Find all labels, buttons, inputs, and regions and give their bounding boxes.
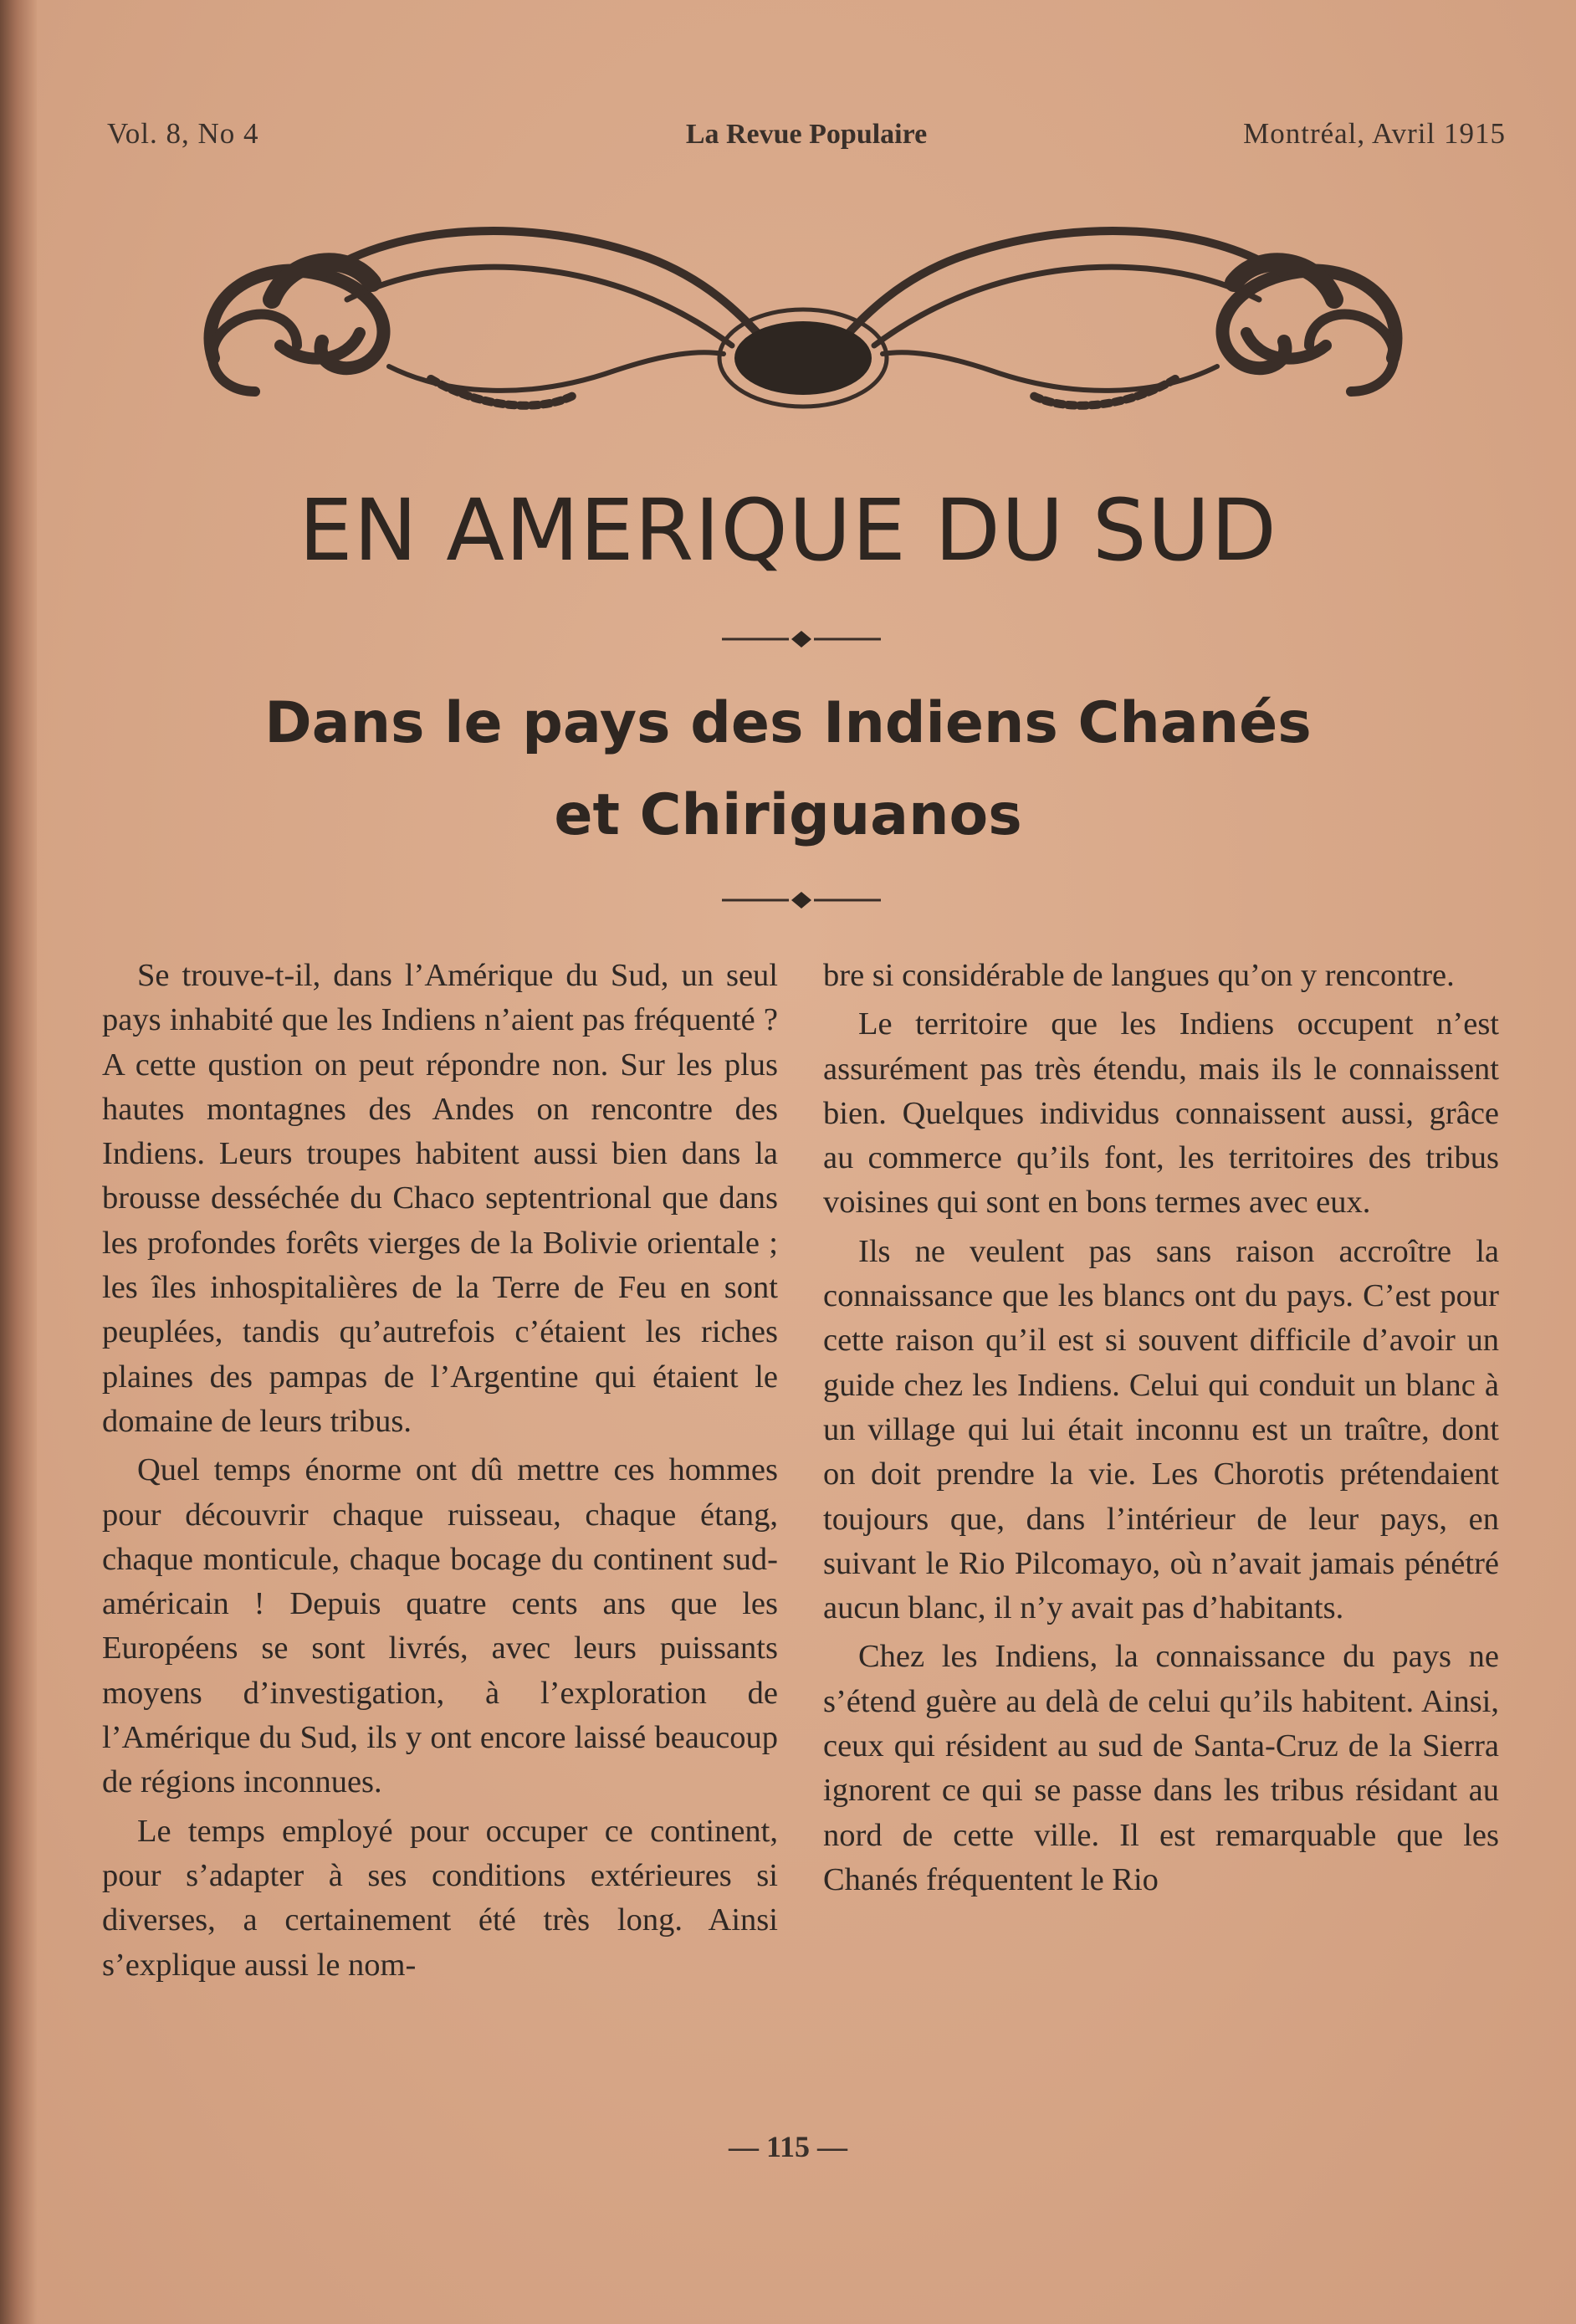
page-number: — 115 —: [728, 2130, 847, 2163]
paragraph: Ils ne veulent pas sans raison accroître la connaissance que les blancs ont du pays. C’est pour cette raison qu’il est si souvent difficile d’avoir un guide chez les Indiens. Celui qui conduit un blanc à un village qui lui était inconnu est un traître, dont on doit prendre la vie. Les Chorotis prétendaient toujours que, dans l’intérieur de leur pays, en suivant le Rio Pilcomayo, où n’avait jamais pénétré aucun blanc, il n’y avait pas d’habitants.: [823, 1233, 1499, 1626]
article-subtitle: [0, 678, 1576, 862]
diamond-rule-icon: [718, 890, 885, 910]
article-title: EN AMERIQUE DU SUD: [299, 481, 1277, 581]
subtitle-line-1: Dans le pays des Indiens Chanés: [264, 690, 1312, 756]
subtitle-line-2: et Chiriguanos: [554, 782, 1022, 848]
paragraph: Le temps employé pour occuper ce continent, pour s’adapter à ses conditions extérieures si diverses, a certainement été très long. Ainsi s’explique aussi le nom-: [102, 1813, 778, 1983]
paragraph: Le territoire que les Indiens occupent n’est assurément pas très étendu, mais ils le connaissent bien. Quelques individus connaissent aussi, grâce au commerce qu’ils font, les territoires des tribus voisines qui sont en bons termes avec eux.: [823, 1006, 1499, 1221]
running-header: [107, 117, 1506, 159]
publication-name: La Revue Populaire: [685, 119, 928, 150]
book-spine-shadow: [0, 0, 37, 2324]
paragraph-continued: bre si considérable de langues qu’on y rencontre.: [823, 958, 1455, 993]
paragraph: Se trouve-t-il, dans l’Amérique du Sud, un seul pays inhabité que les Indiens n’aient pas fréquenté ? A cette qustion on peut répondre non. Sur les plus hautes montagnes des Andes on rencontre des Indiens. Leurs troupes habitent aussi bien dans la brousse desséchée du Chaco septentrional que dans les profondes forêts vierges de la Bolivie orientale ; les îles inhospitalières de la Terre de Feu en sont peuplées, tandis qu’autrefois c’étaient les riches plaines des pampas de l’Argentine qui étaient le domaine de leurs tribus.: [102, 958, 778, 1439]
place-and-date: Montréal, Avril 1915: [1243, 117, 1506, 150]
paragraph: Quel temps énorme ont dû mettre ces hommes pour découvrir chaque ruisseau, chaque étang, chaque monticule, chaque bocage du continent sud-américain ! Depuis quatre cents ans que les Européens se sont livrés, avec leurs puissants moyens d’investigation, à l’exploration de l’Amérique du Sud, ils y ont encore laissé beaucoup de régions inconnues.: [102, 1452, 778, 1800]
text-column-left: [102, 954, 778, 1992]
text-column-right: [823, 954, 1499, 1907]
diamond-rule-icon: [718, 629, 885, 649]
art-nouveau-floral-ornament-icon: [180, 199, 1426, 450]
volume-number: Vol. 8, No 4: [107, 117, 259, 150]
paragraph: Chez les Indiens, la connaissance du pays ne s’étend guère au delà de celui qu’ils habitent. Ainsi, ceux qui résident au sud de Santa-Cruz de la Sierra ignorent ce qui se passe dans les tribus résidant au nord de cette ville. Il est remarquable que les Chanés fréquentent le Rio: [823, 1639, 1499, 1897]
